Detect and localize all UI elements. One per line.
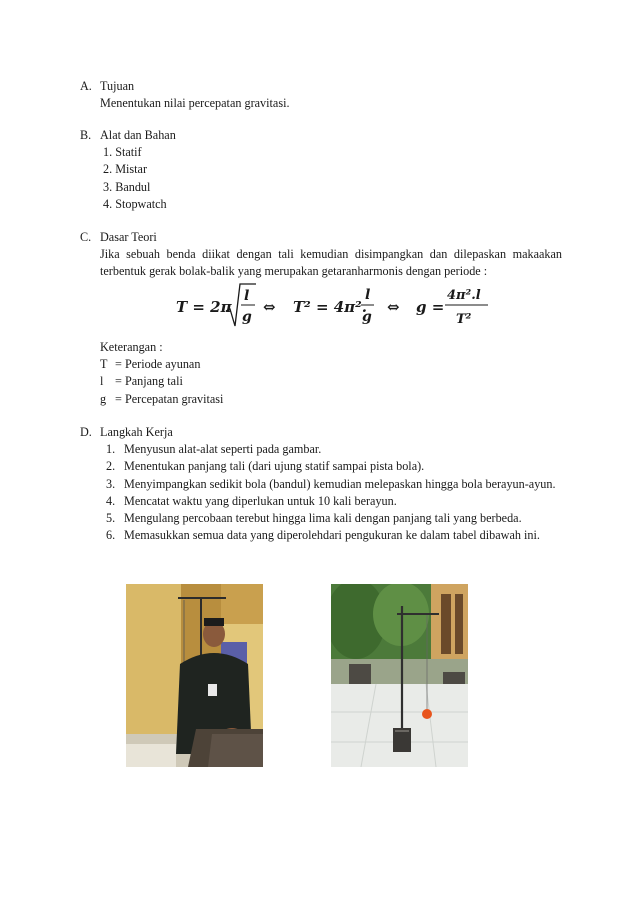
list-item: 6. Memasukkan semua data yang diperolehdari pengukuran ke dalam tabel dibawah ini. (106, 528, 540, 543)
list-item: 3. Bandul (103, 179, 151, 194)
equation-t2-lhs: T² = 4π². (293, 298, 367, 316)
section-text: Jika sebuah benda diikat dengan tali kemudian disimpangkan dan dilepaskan makaakan terbentuk gerak bolak-balik yang merupakan getaranharmonis dengan periode : (100, 247, 562, 279)
section-heading: Tujuan (100, 79, 135, 93)
section-text: Menentukan nilai percepatan gravitasi. (100, 96, 290, 111)
list-item: 3. Menyimpangkan sedikit bola (bandul) kemudian melepaskan hingga bola berayun-ayun. (106, 476, 556, 491)
equation-sqrt-den: g (242, 309, 252, 325)
equation-sqrt-num: l (244, 288, 250, 304)
list-item: 1. Statif (103, 145, 142, 160)
legend-row (100, 391, 570, 408)
legend-description: = Percepatan gravitasi (115, 391, 224, 406)
list-item: 4. Stopwatch (103, 196, 167, 211)
equation-frac3-num: 4π².l (447, 288, 481, 303)
equation-g-lhs: g = (416, 298, 445, 316)
equation-frac2-num: l (365, 287, 371, 303)
legend-row (100, 356, 570, 373)
steps-list (100, 441, 562, 544)
legend-description: = Periode ayunan (115, 357, 201, 372)
legend-symbol: T (100, 357, 108, 372)
list-item: 2. Menentukan panjang tali (dari ujung statif sampai pista bola). (106, 459, 425, 474)
list-item: 5. Mengulang percobaan terebut hingga lima kali dengan panjang tali yang berbeda. (106, 511, 522, 525)
section-letter: B. (80, 128, 92, 142)
section-heading: Langkah Kerja (100, 425, 173, 439)
legend-symbol: l (100, 374, 104, 389)
iff-symbol: ⇔ (263, 298, 276, 316)
list-item: 4. Mencatat waktu yang diperlukan untuk 10 kali berayun. (106, 493, 397, 508)
equation-frac3-den: T² (456, 312, 472, 327)
list-item: 2. Mistar (103, 162, 148, 177)
pendulum-period-equation (176, 281, 496, 333)
iff-symbol: ⇔ (387, 298, 400, 316)
keterangan-label: Keterangan : (100, 340, 163, 354)
section-letter: A. (80, 79, 92, 93)
section-heading: Alat dan Bahan (100, 128, 176, 142)
legend-row (100, 373, 570, 390)
section-letter: D. (80, 425, 92, 439)
section-heading: Dasar Teori (100, 230, 157, 244)
list-item: 1. Menyusun alat-alat seperti pada gambar. (106, 442, 322, 457)
photo-experiment-person (126, 584, 263, 767)
legend-symbol: g (100, 391, 107, 406)
equation-t-lhs: T = 2π (176, 298, 232, 316)
equation-frac2-den: g (362, 309, 372, 325)
photo-pendulum-setup (331, 584, 468, 767)
section-letter: C. (80, 230, 92, 244)
legend-description: = Panjang tali (115, 374, 183, 389)
